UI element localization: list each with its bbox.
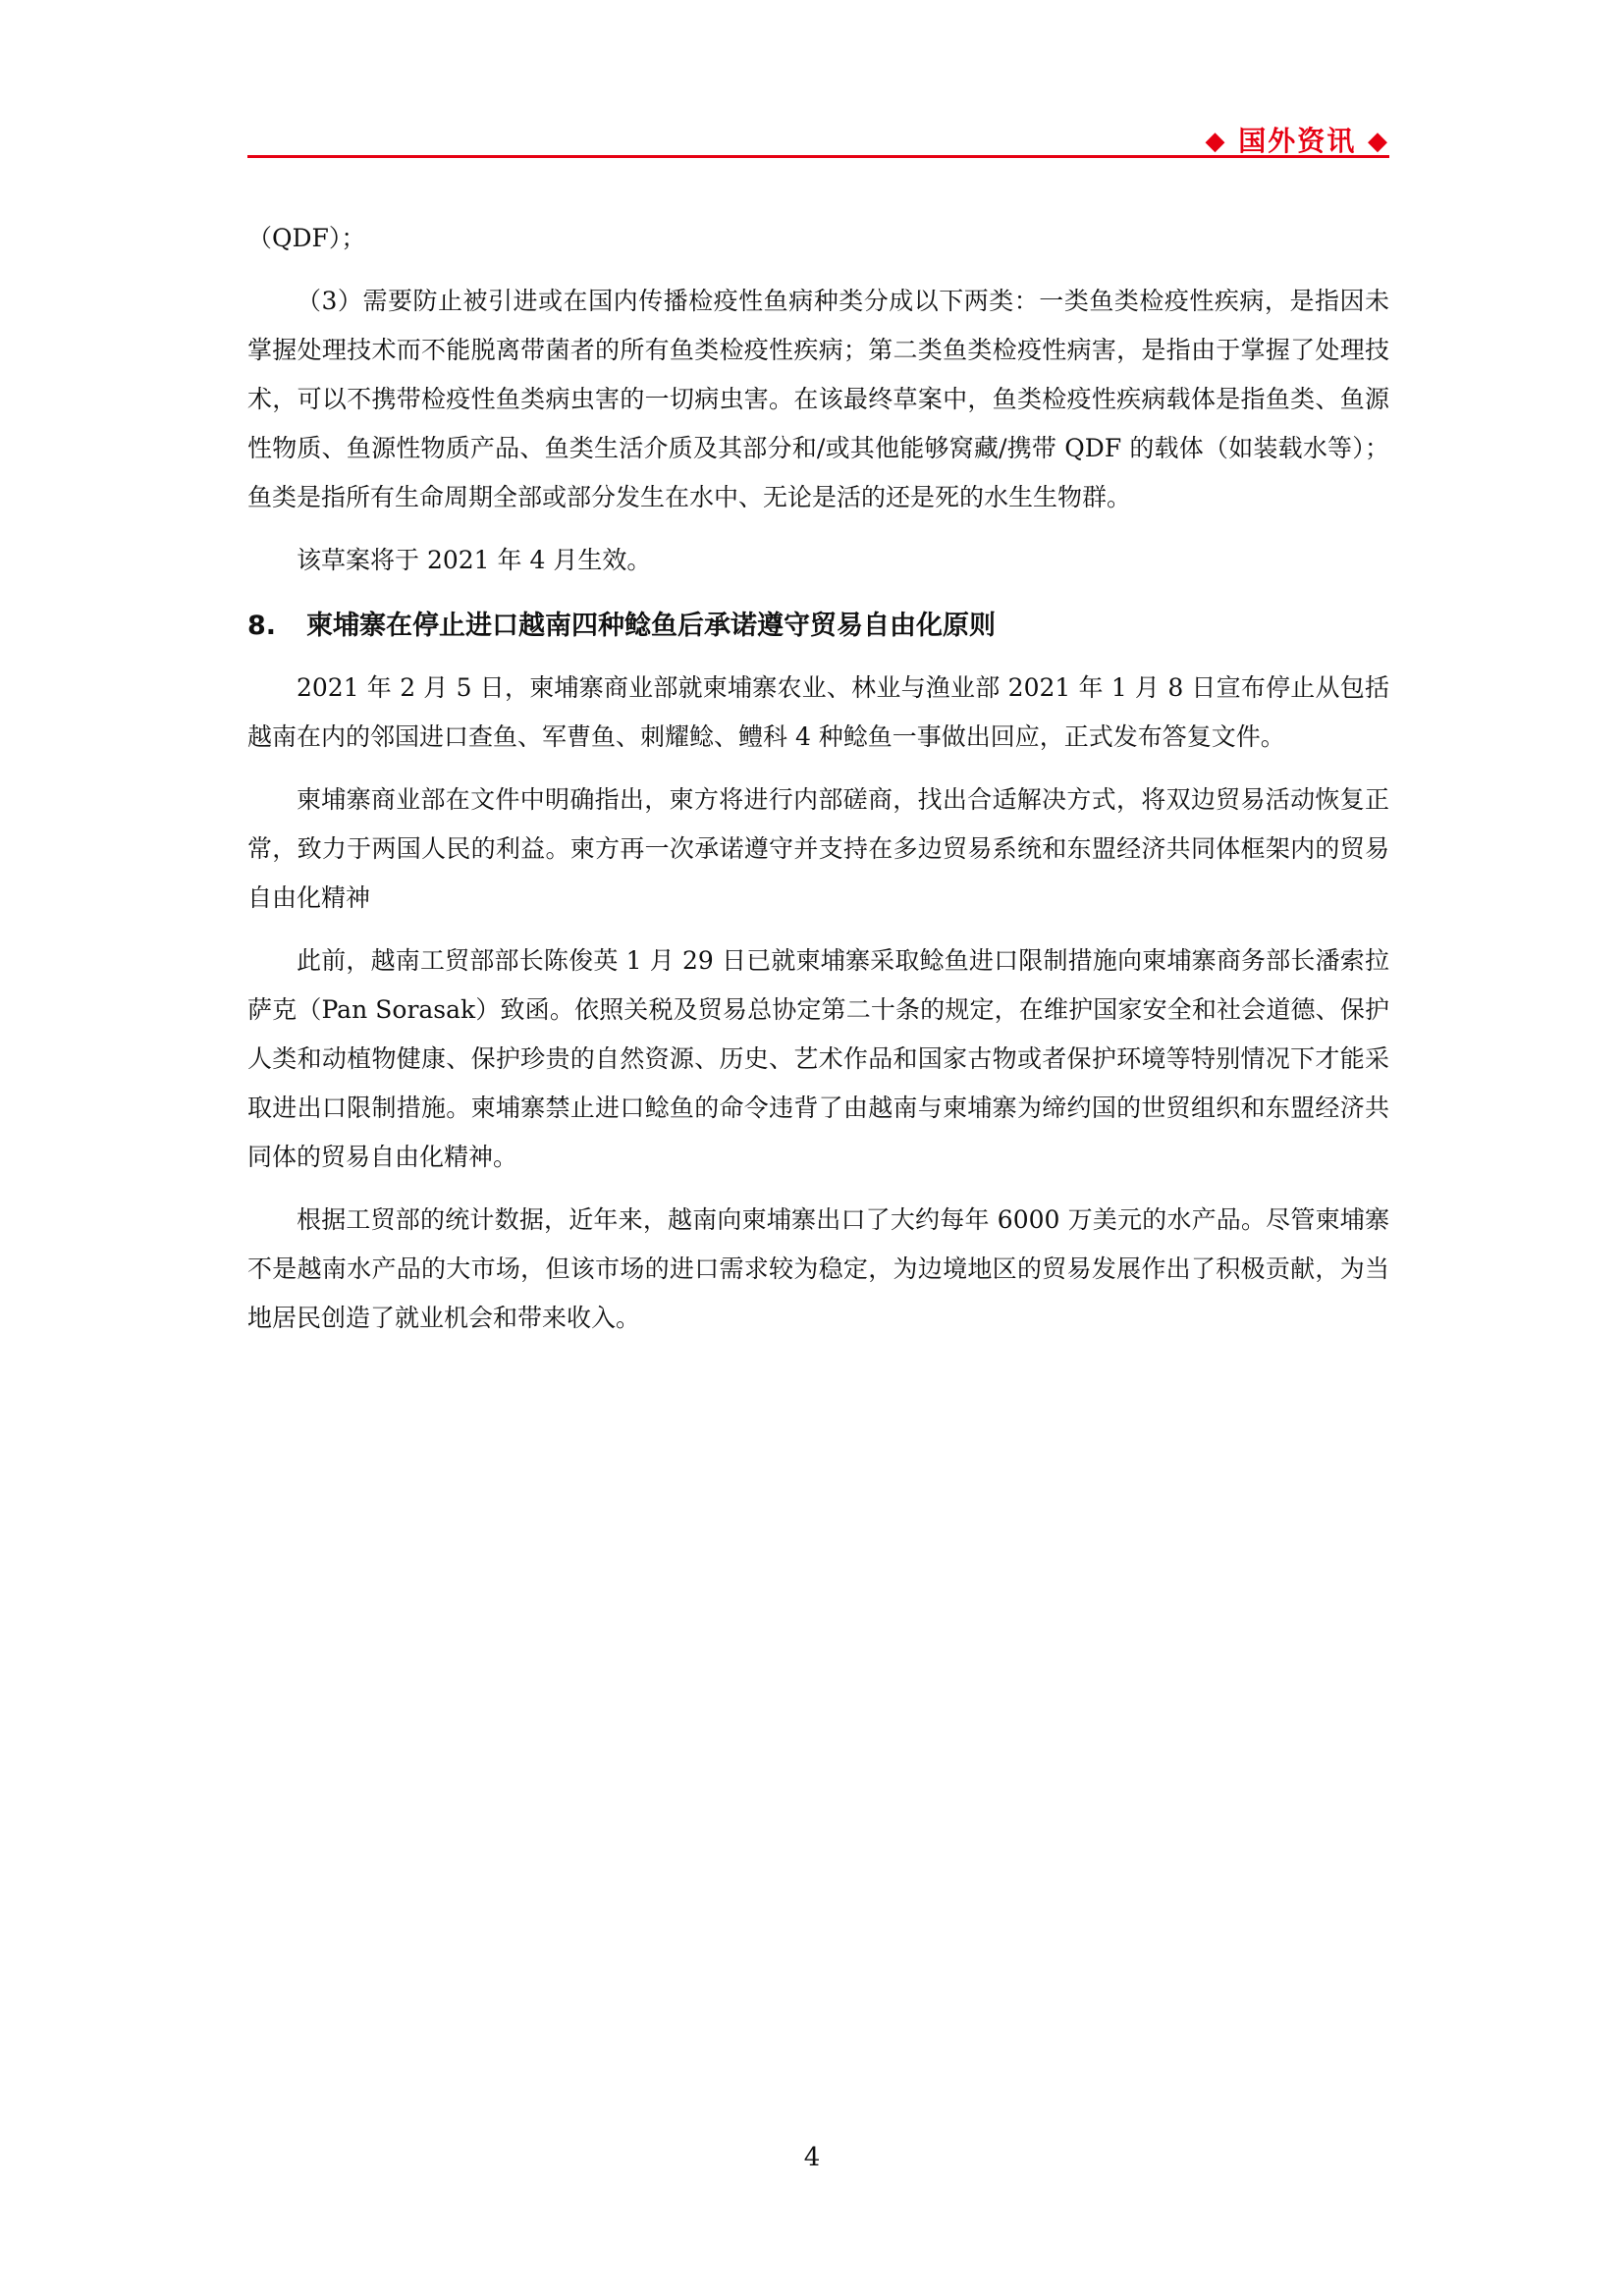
section-number: 8. bbox=[247, 611, 277, 641]
paragraph-response: 2021 年 2 月 5 日，柬埔寨商业部就柬埔寨农业、林业与渔业部 2021 年 1 月 8 日宣布停止从包括越南在内的邻国进口查鱼、军曹鱼、刺耀鲶、鳢科 4 种鲶鱼一事做出回应，正式发布答复文件。 bbox=[247, 673, 1389, 751]
paragraph-commitment: 柬埔寨商业部在文件中明确指出，柬方将进行内部磋商，找出合适解决方式，将双边贸易活动恢复正常，致力于两国人民的利益。柬方再一次承诺遵守并支持在多边贸易系统和东盟经济共同体框架内的贸易自由化精神 bbox=[247, 785, 1389, 912]
section-title: 柬埔寨在停止进口越南四种鲶鱼后承诺遵守贸易自由化原则 bbox=[306, 611, 996, 641]
page-number: 4 bbox=[803, 2143, 821, 2172]
section-heading bbox=[247, 599, 1389, 654]
paragraph-letter: 此前，越南工贸部部长陈俊英 1 月 29 日已就柬埔寨采取鲶鱼进口限制措施向柬埔寨商务部长潘索拉萨克（Pan Sorasak）致函。依照关税及贸易总协定第二十条的规定，在维护国家安全和社会道德、保护人类和动植物健康、保护珍贵的自然资源、历史、艺术作品和国家古物或者保护环境等特别情况下才能采取进出口限制措施。柬埔寨禁止进口鲶鱼的命令违背了由越南与柬埔寨为缔约国的世贸组织和东盟经济共同体的贸易自由化精神。 bbox=[247, 946, 1389, 1171]
paragraph-qdf-continuation: （QDF）； bbox=[247, 224, 366, 252]
section-label bbox=[1205, 120, 1389, 159]
paragraph-effective-date: 该草案将于 2021 年 4 月生效。 bbox=[297, 546, 652, 574]
document-body bbox=[247, 214, 1389, 1357]
section-label-text: 国外资讯 bbox=[1238, 125, 1357, 157]
diamond-icon: ◆ bbox=[1368, 127, 1389, 156]
page-header bbox=[247, 110, 1389, 157]
paragraph-statistics: 根据工贸部的统计数据，近年来，越南向柬埔寨出口了大约每年 6000 万美元的水产品。尽管柬埔寨不是越南水产品的大市场，但该市场的进口需求较为稳定，为边境地区的贸易发展作出了积极贡献，为当地居民创造了就业机会和带来收入。 bbox=[247, 1205, 1389, 1332]
header-divider bbox=[247, 155, 1389, 158]
paragraph-disease-categories: （3）需要防止被引进或在国内传播检疫性鱼病种类分成以下两类：一类鱼类检疫性疾病，是指因未掌握处理技术而不能脱离带菌者的所有鱼类检疫性疾病；第二类鱼类检疫性病害，是指由于掌握了处理技术，可以不携带检疫性鱼类病虫害的一切病虫害。在该最终草案中，鱼类检疫性疾病载体是指鱼类、鱼源性物质、鱼源性物质产品、鱼类生活介质及其部分和/或其他能够窝藏/携带 QDF 的载体（如装载水等）；鱼类是指所有生命周期全部或部分发生在水中、无论是活的还是死的水生生物群。 bbox=[247, 287, 1389, 511]
diamond-icon: ◆ bbox=[1205, 127, 1227, 156]
